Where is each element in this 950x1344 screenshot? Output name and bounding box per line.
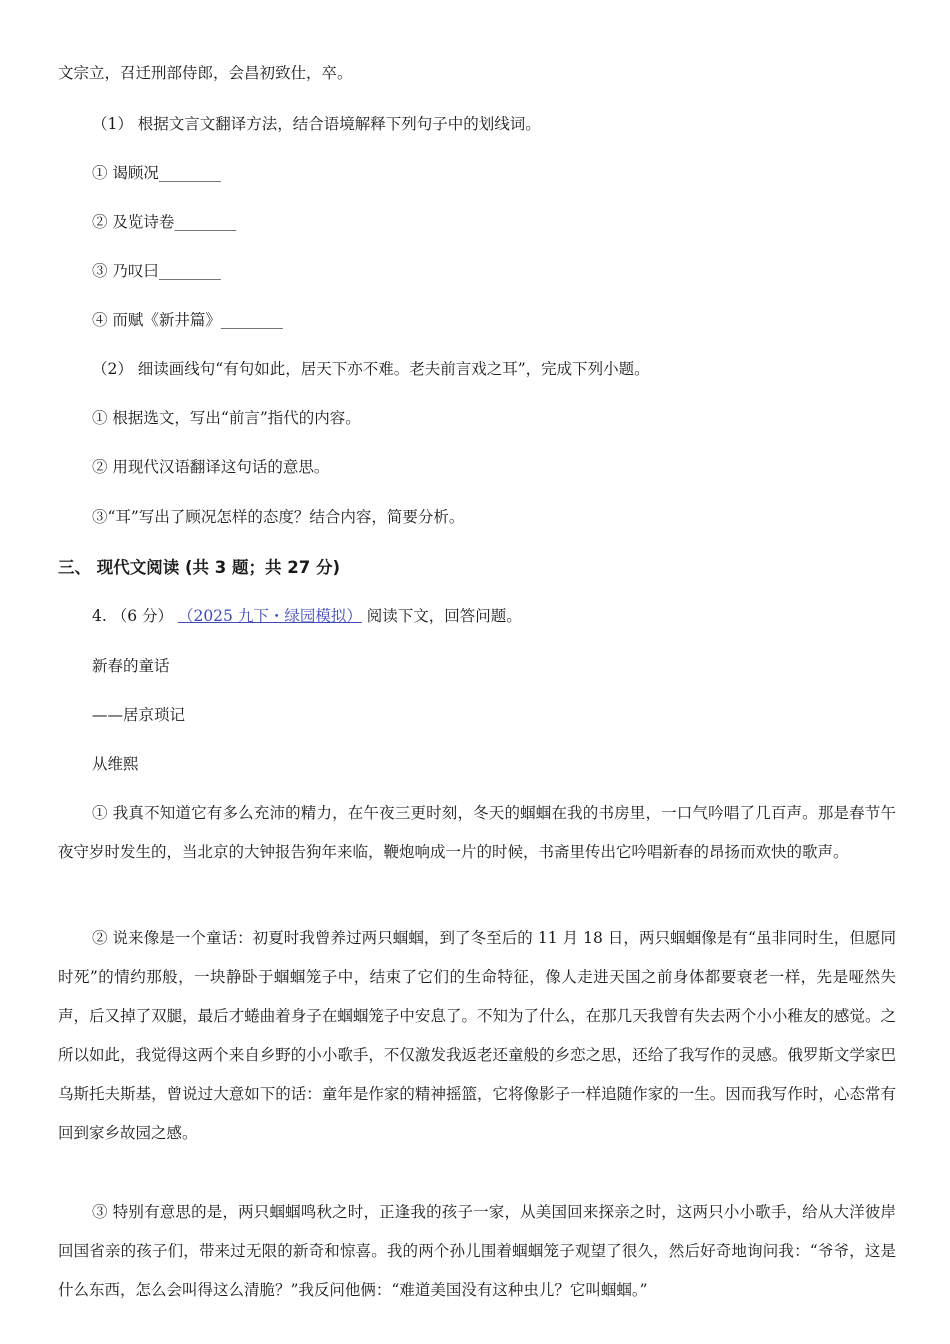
question-4-source-link[interactable]: （2025 九下・绿园模拟） [177,607,362,625]
article-paragraph-2: ② 说来像是一个童话：初夏时我曾养过两只蝈蝈，到了冬至后的 11 月 18 日，两只蝈蝈像是有“虽非同时生，但愿同时死”的情约那般，一块静卧于蝈蝈笼子中，结束了它们的生命特征，像人走进天国之前身体都要衰老一样，先是哑然失声，后又掉了双腿，最后才蜷曲着身子在蝈蝈笼子中安息了。不知为了什么，在那几天我曾有失去两个小小稚友的感觉。之所以如此，我觉得这两个来自乡野的小小歌手，不仅激发我返老还童般的乡恋之思，还给了我写作的灵感。俄罗斯文学家巴乌斯托夫斯基，曾说过大意如下的话：童年是作家的精神摇篮，它将像影子一样追随作家的一生。因而我写作时，心态常有回到家乡故园之感。 [58,929,896,1142]
question-1-prompt: （1） 根据文言文翻译方法，结合语境解释下列句子中的划线词。 [92,115,541,133]
intro-line: 文宗立，召迁刑部侍郎，会昌初致仕，卒。 [58,64,353,82]
question-1-item-b: ② 及览诗卷________ [92,213,237,231]
article-paragraph-3: ③ 特别有意思的是，两只蝈蝈鸣秋之时，正逢我的孩子一家，从美国回来探亲之时，这两只小小歌手，给从大洋彼岸回国省亲的孩子们，带来过无限的新奇和惊喜。我的两个孙儿围着蝈蝈笼子观望了很久，然后好奇地询问我：“爷爷，这是什么东西，怎么会叫得这么清脆？”我反问他俩：“难道美国没有这种虫儿？它叫蝈蝈。” [58,1203,896,1299]
question-1-item-c: ③ 乃叹曰________ [92,262,221,280]
question-1-item-d: ④ 而赋《新井篇》________ [92,311,283,329]
question-4-header [92,605,522,627]
question-2-item-a: ① 根据选文，写出“前言”指代的内容。 [92,409,361,427]
question-2-item-b: ② 用现代汉语翻译这句话的意思。 [92,458,330,476]
question-2-item-c: ③“耳”写出了顾况怎样的态度？结合内容，简要分析。 [92,508,465,526]
article-paragraph-1: ① 我真不知道它有多么充沛的精力，在午夜三更时刻，冬天的蝈蝈在我的书房里，一口气吟唱了几百声。那是春节午夜守岁时发生的，当北京的大钟报告狗年来临，鞭炮响成一片的时候，书斋里传出它吟唱新春的昂扬而欢快的歌声。 [58,804,896,861]
article-author: 从维熙 [92,755,139,773]
question-4-score: 4. （6 分） [92,607,174,625]
article-title: 新春的童话 [92,657,170,675]
article-subtitle: ——居京琐记 [92,706,186,724]
question-4-instruction: 阅读下文，回答问题。 [366,607,522,625]
question-2-prompt: （2） 细读画线句“有句如此，居天下亦不难。老夫前言戏之耳”，完成下列小题。 [92,360,650,378]
section-3-title: 三、 现代文阅读 (共 3 题；共 27 分) [58,558,340,577]
question-1-item-a: ① 谒顾况________ [92,164,221,182]
